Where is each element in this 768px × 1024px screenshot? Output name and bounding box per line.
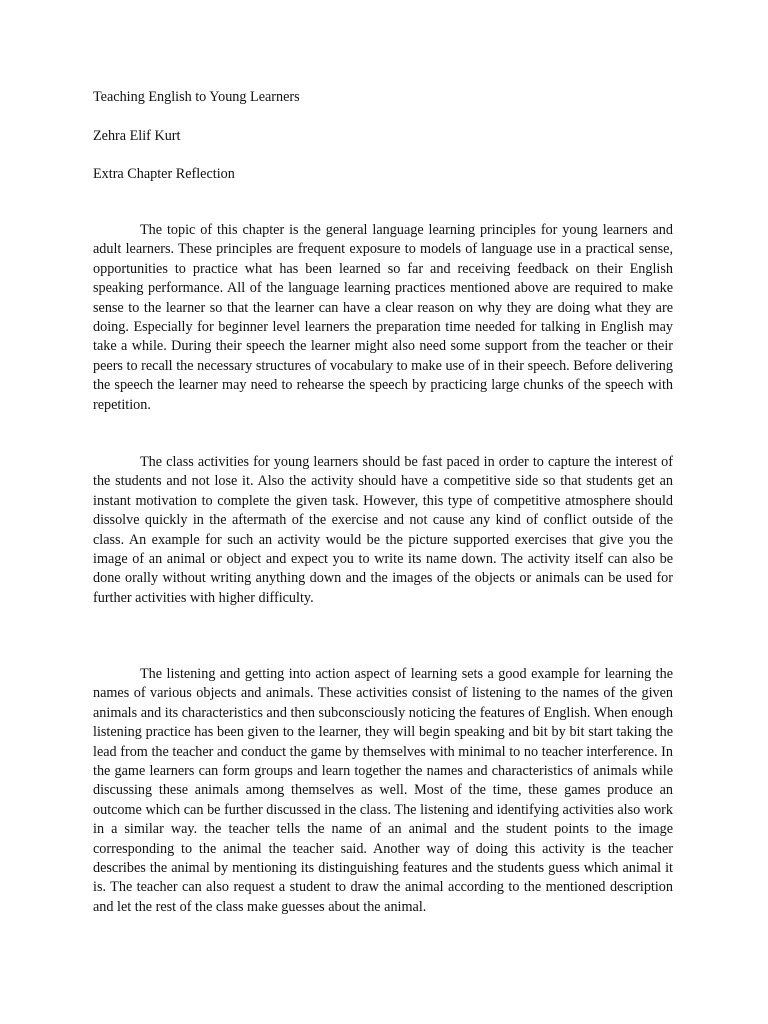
author-name: Zehra Elif Kurt — [93, 128, 181, 144]
paragraph-1: The topic of this chapter is the general language learning principles for young learners and adult learners. These principles are frequent exposure to models of language use in a practical sense, opportunities to practice what has been learned so far and receiving feedback on their English speaking performance. All of the language learning practices mentioned above are required to make sense to the learner so that the learner can have a clear reason on why they are doing what they are doing. Especially for beginner level learners the preparation time needed for talking in English may take a while. During their speech the learner might also need some support from the teacher or their peers to recall the necessary structures of vocabulary to make use of in their speech. Before delivering the speech the learner may need to rehearse the speech by practicing large chunks of the speech with repetition. — [93, 222, 673, 413]
paragraph-3: The listening and getting into action aspect of learning sets a good example for learning the names of various objects and animals. These activities consist of listening to the names of the given animals and its characteristics and then subconsciously noticing the features of English. When enough listening practice has been given to the learner, they will begin speaking and bit by bit start taking the lead from the teacher and conduct the game by themselves with minimal to no teacher interference. In the game learners can form groups and learn together the names and characteristics of animals while discussing these animals among themselves as well. Most of the time, these games produce an outcome which can be further discussed in the class. The listening and identifying activities also work in a similar way. the teacher tells the name of an animal and the student points to the image corresponding to the animal the teacher said. Another way of doing this activity is the teacher describes the animal by mentioning its distinguishing features and the students guess which animal it is. The teacher can also request a student to draw the animal according to the mentioned description and let the rest of the class make guesses about the animal. — [93, 666, 673, 915]
paragraph-2: The class activities for young learners should be fast paced in order to capture the interest of the students and not lose it. Also the activity should have a competitive side so that students get an instant motivation to complete the given task. However, this type of competitive atmosphere should dissolve quickly in the aftermath of the exercise and not cause any kind of conflict outside of the class. An example for such an activity would be the picture supported exercises that give you the image of an animal or object and expect you to write its name down. The activity itself can also be done orally without writing anything down and the images of the objects or animals can be used for further activities with higher difficulty. — [93, 454, 673, 606]
document-subtitle: Extra Chapter Reflection — [93, 166, 235, 182]
document-title: Teaching English to Young Learners — [93, 89, 300, 105]
